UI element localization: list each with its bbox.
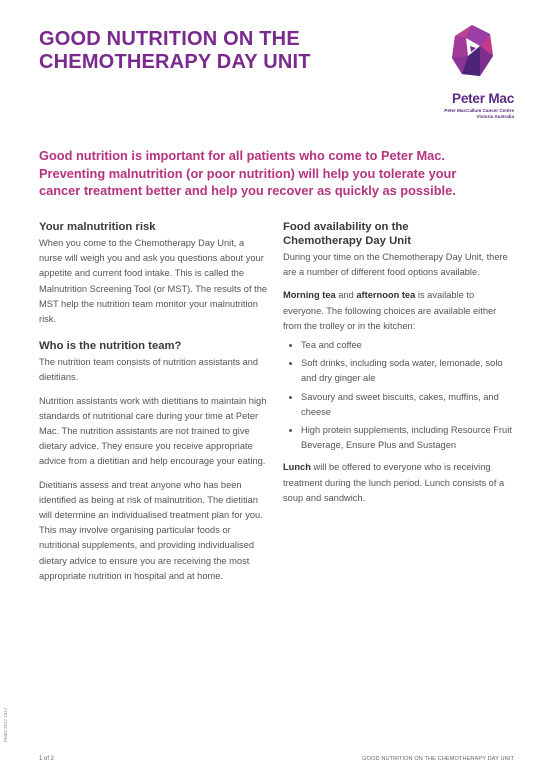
logo-sub-line-2: Victoria Australia [476, 113, 514, 119]
afternoon-tea-label: afternoon tea [356, 290, 416, 301]
nutrition-team-text-1: The nutrition team consists of nutrition assistants and dietitians. [39, 357, 259, 383]
malnutrition-risk-text: When you come to the Chemotherapy Day Unit, a nurse will weigh you and ask you questions about your appetite and current food intake. This is called the Malnutrition Screening Tool (or MST). The results of the MST help the nutrition team monitor your malnutrition risk. [39, 238, 268, 325]
nutrition-team-heading: Who is the nutrition team? [39, 340, 182, 353]
food-availability-text: During your time on the Chemotherapy Day Unit, there are a number of different food options available. [283, 252, 508, 278]
lunch-description: will be offered to everyone who is receiving treatment during the lunch period. Lunch consists of a soup and sandwich. [283, 462, 505, 503]
food-options-list [283, 338, 515, 453]
title-line-2: CHEMOTHERAPY DAY UNIT [39, 51, 311, 73]
footer-title: GOOD NUTRITION ON THE CHEMOTHERAPY DAY UNIT [362, 756, 514, 762]
food-heading-line-1: Food availability on the [283, 221, 409, 233]
food-availability-heading [283, 220, 515, 248]
list-item: Tea and coffee [283, 338, 515, 353]
logo-subtitle [428, 108, 514, 119]
intro-line-1: Good nutrition is important for all patients who come to Peter Mac. [39, 148, 445, 163]
nutrition-team-text-3: Dietitians assess and treat anyone who has been identified as being at risk of malnutrition. The dietitian will determine an individualised treatment plan for you. This may involve organising particular foods or nutritional supplements, and providing individualised dietary advice to ensure you are receiving the most appropriate nutrition in hospital and at home. [39, 479, 263, 581]
lunch-text [283, 460, 515, 506]
list-item: High protein supplements, including Resource Fruit Beverage, Ensure Plus and Sustagen [283, 423, 515, 453]
page-number: 1 of 2 [39, 756, 55, 762]
list-item: Soft drinks, including soda water, lemonade, solo and dry ginger ale [283, 356, 515, 386]
lunch-label: Lunch [283, 462, 311, 473]
nutrition-team-text-2: Nutrition assistants work with dietitians to maintain high standards of nutritional care during your time at Peter Mac. The nutrition assistants are not trained to give dietary advice. They ensure you receive appropriate advice from a dietitian and help encourage your eating. [39, 395, 267, 467]
intro-line-2: Preventing malnutrition (or poor nutrition) will help you tolerate your [39, 165, 457, 181]
left-column [39, 220, 269, 584]
logo-sub-line-1: Peter MacCallum Cancer Centre [444, 108, 514, 113]
morning-afternoon-tea-text [283, 288, 515, 334]
peter-mac-logo-icon [450, 24, 494, 86]
tea-and: and [335, 290, 357, 301]
intro-statement [39, 147, 509, 200]
list-item: Savoury and sweet biscuits, cakes, muffins, and cheese [283, 390, 515, 420]
tea-description: is available to everyone. The following choices are available either from the trolley or in the kitchen: [283, 290, 497, 331]
malnutrition-risk-heading: Your malnutrition risk [39, 221, 156, 233]
food-heading-line-2: Chemotherapy Day Unit [283, 235, 412, 247]
logo-wordmark: Peter Mac [452, 91, 514, 106]
right-column [283, 220, 515, 506]
document-title [39, 28, 339, 74]
intro-line-3: cancer treatment better and help you recover as quickly as possible. [39, 183, 456, 198]
title-line-1: GOOD NUTRITION ON THE [39, 28, 300, 50]
peter-mac-logo [428, 24, 514, 124]
document-code: PM52 2017 1017 [3, 707, 8, 742]
morning-tea-label: Morning tea [283, 290, 336, 301]
